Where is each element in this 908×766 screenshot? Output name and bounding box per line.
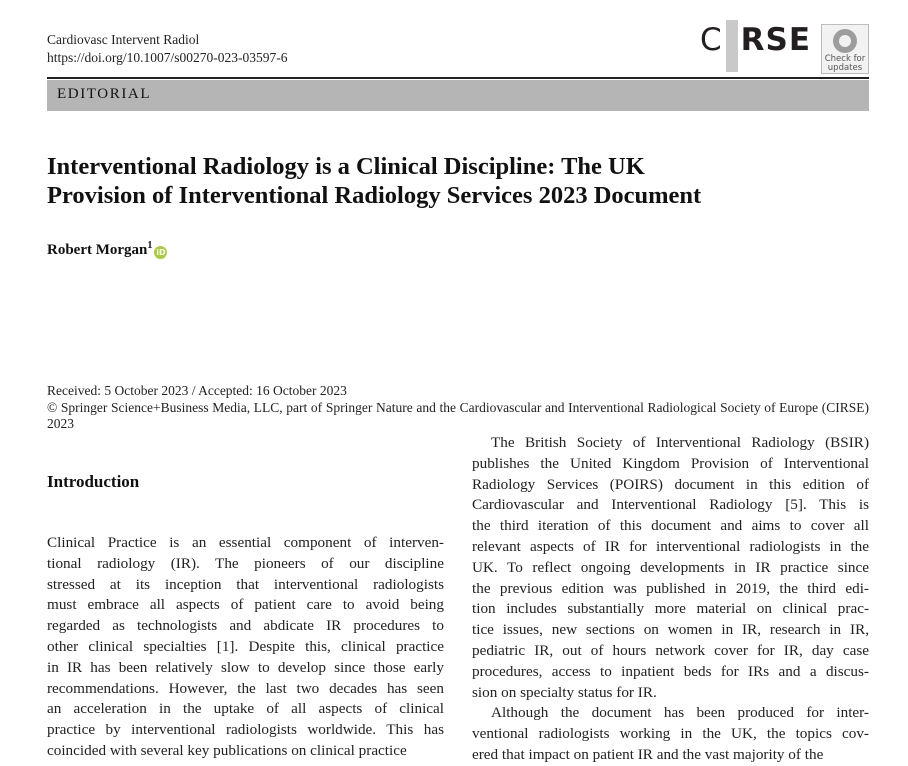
orcid-icon[interactable]: iD — [156, 248, 166, 257]
right-column-text — [472, 433, 869, 766]
text-line: tion includes substantially more material on clinical prac- — [472, 600, 869, 618]
article-dates — [47, 383, 869, 433]
affiliation-marker[interactable]: 1 — [147, 240, 153, 251]
article-title: Interventional Radiology is a Clinical Discipline: The UK Provision of Interventional Radiology Services 2023 Document — [47, 153, 702, 209]
cirse-logo: C RSE — [700, 20, 811, 60]
text-line: Cardiovascular and Interventional Radiology [5]. This is — [472, 496, 869, 514]
text-line: must embrace all aspects of patient care to avoid being — [47, 596, 444, 614]
text-line: Although the document has been produced for inter- — [491, 704, 869, 722]
text-line: in IR has been relatively slow to develop since those early — [47, 658, 444, 676]
text-line: relevant aspects of IR for interventional radiologists in the — [472, 537, 869, 555]
text-line: tice issues, new sections on women in IR, research in IR, — [472, 621, 869, 639]
text-line: the third iteration of this document and aims to cover all — [472, 517, 869, 535]
text-line: sion on specialty status for IR. — [472, 683, 657, 701]
text-line: practice by interventional radiologists worldwide. This has — [47, 721, 444, 739]
text-line: procedures, access to inpatient beds for IRs and a discus- — [472, 662, 869, 680]
section-type: EDITORIAL — [57, 86, 152, 102]
text-line: ventional radiologists working in the UK, the topics cov- — [472, 725, 869, 743]
text-line: The British Society of Interventional Radiology (BSIR) — [491, 434, 869, 451]
journal-header — [47, 31, 288, 67]
text-line: ered that impact on patient IR and the vast majority of the — [472, 745, 824, 763]
text-line: other clinical specialties [1]. Despite this, clinical practice — [47, 637, 444, 655]
section-heading: Introduction — [47, 472, 140, 491]
text-line: coincided with several key publications on clinical practice — [47, 741, 407, 759]
copyright: © Springer Science+Business Media, LLC, part of Springer Nature and the Cardiovascular and Interventional Radiological Society of Europe (CIRSE) 2023 — [47, 399, 869, 431]
author-name[interactable]: Robert Morgan — [47, 242, 148, 258]
text-line: UK. To reflect ongoing developments in IR practice since — [472, 558, 869, 576]
author — [47, 240, 167, 259]
header-rule — [47, 77, 869, 79]
doi-link[interactable]: https://doi.org/10.1007/s00270-023-03597-6 — [47, 50, 288, 65]
text-line: stressed at its inception that interventional radiologists — [47, 575, 444, 593]
received-accepted: Received: 5 October 2023 / Accepted: 16 October 2023 — [47, 383, 347, 398]
text-line: regarded as technologists and abdicate IR procedures to — [47, 617, 444, 635]
left-column-text — [47, 533, 444, 762]
text-line: recommendations. However, the last two decades has seen — [47, 679, 444, 697]
check-for-updates-button[interactable]: Check for updates — [821, 24, 869, 74]
text-line: Clinical Practice is an essential component of interven- — [47, 534, 444, 551]
text-line: the previous edition was published in 2019, the third edi- — [472, 579, 869, 597]
section-type-band — [47, 80, 869, 111]
text-line: an acceleration in the uptake of all aspects of clinical — [47, 700, 444, 718]
update-icon — [833, 29, 857, 53]
text-line: pediatric IR, out of hours network cover for IR, day case — [472, 641, 869, 659]
text-line: Radiology Services (POIRS) document in this edition of — [472, 475, 869, 493]
text-line: tional radiology (IR). The pioneers of our discipline — [47, 554, 444, 572]
text-line: publishes the United Kingdom Provision of Interventional — [472, 454, 869, 472]
journal-name: Cardiovasc Intervent Radiol — [47, 32, 200, 47]
